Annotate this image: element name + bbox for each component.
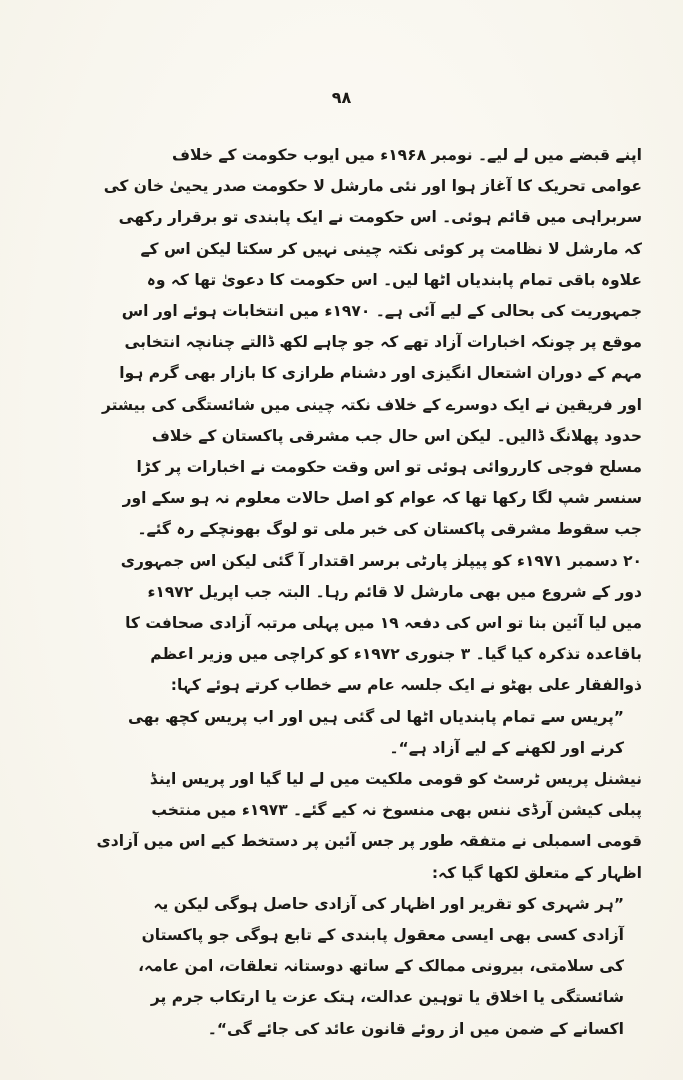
- text-line: جب سقوط مشرقی پاکستان کی خبر ملی تو لوگ بھونچکے رہ گئے۔: [137, 520, 642, 539]
- quote-1: [42, 702, 642, 764]
- text-line: سنسر شپ لگا رکھا تھا کہ عوام کو اصل حالات معلوم نہ ہو سکے اور: [122, 489, 642, 508]
- text-line: موقع پر چونکہ اخبارات آزاد تھے کہ جو چاہے لکھ ڈالتے چنانچہ انتخابی: [124, 333, 642, 352]
- text-line: علاوہ باقی تمام پابندیاں اٹھا لیں۔ اس حکومت کا دعویٰ تھا کہ وہ: [146, 270, 642, 289]
- text-line: دور کے شروع میں بھی مارشل لا قائم رہا۔ البتہ جب اپریل ۱۹۷۲ء: [147, 582, 642, 601]
- quote-line: کی سلامتی، بیرونی ممالک کے ساتھ دوستانہ تعلقات، امن عامہ،: [138, 957, 624, 976]
- quote-line: اکسانے کے ضمن میں از روئے قانون عائد کی جائے گی“۔: [207, 1019, 624, 1038]
- text-line: جمہوریت کی بحالی کے لیے آئی ہے۔ ۱۹۷۰ء میں انتخابات ہوئے اور اس: [121, 301, 642, 320]
- quote-line: ”پریس سے تمام پابندیاں اٹھا لی گئی ہیں اور اب پریس کچھ بھی: [127, 707, 624, 726]
- text-line: اظہار کے متعلق لکھا گیا کہ:: [431, 863, 642, 882]
- text-line: قومی اسمبلی نے متفقہ طور پر جس آئین پر دستخط کیے اس میں آزادی: [96, 832, 642, 851]
- quote-line: کرنے اور لکھنے کے لیے آزاد ہے“۔: [389, 738, 624, 757]
- text-line: ذوالفقار علی بھٹو نے ایک جلسہ عام سے خطاب کرتے ہوئے کہا:: [170, 676, 642, 695]
- text-line: سربراہی میں قائم ہوئی۔ اس حکومت نے ایک پابندی تو برقرار رکھی: [118, 208, 642, 227]
- text-line: عوامی تحریک کا آغاز ہوا اور نئی مارشل لا حکومت صدر یحییٰ خان کی: [103, 177, 642, 196]
- text-line: اور فریقین نے ایک دوسرے کے خلاف نکتہ چینی میں شائستگی کی بیشتر: [101, 395, 642, 414]
- quote-line: آزادی کسی بھی ایسی معقول پابندی کے تابع ہوگی جو پاکستان: [141, 925, 624, 944]
- quote-line: شائستگی یا اخلاق یا توہین عدالت، ہتک عزت یا ارتکاب جرم پر: [150, 988, 624, 1007]
- page-number: ۹۸: [331, 88, 352, 107]
- text-line: میں لیا آئین بنا تو اس کی دفعہ ۱۹ میں پہلی مرتبہ آزادی صحافت کا: [125, 613, 642, 632]
- text-line: اپنے قبضے میں لے لیے۔ نومبر ۱۹۶۸ء میں ایوب حکومت کے خلاف: [172, 146, 642, 164]
- paragraph-3: [42, 764, 642, 889]
- quote-2: [42, 889, 642, 1045]
- text-line: ۲۰ دسمبر ۱۹۷۱ء کو پیپلز پارٹی برسر اقتدار آ گئی لیکن اس جمہوری: [120, 551, 642, 570]
- text-line: پبلی کیشن آرڈی ننس بھی منسوخ نہ کیے گئے۔ ۱۹۷۳ء میں منتخب: [151, 801, 642, 820]
- quote-line: ”ہر شہری کو تقریر اور اظہار کی آزادی حاصل ہوگی لیکن یہ: [153, 894, 624, 913]
- paragraph-2: [42, 546, 642, 702]
- text-line: کہ مارشل لا نظامت پر کوئی نکتہ چینی نہیں کر سکتا لیکن اس کے: [140, 239, 642, 258]
- text-line: حدود پھلانگ ڈالیں۔ لیکن اس حال جب مشرقی پاکستان کے خلاف: [151, 426, 642, 445]
- text-line: باقاعدہ تذکرہ کیا گیا۔ ۳ جنوری ۱۹۷۲ء کو کراچی میں وزیر اعظم: [150, 645, 642, 664]
- text-line: مہم کے دوران اشتعال انگیزی اور دشنام طرازی کا بازار بھی گرم ہوا: [119, 364, 642, 383]
- text-line: نیشنل پریس ٹرسٹ کو قومی ملکیت میں لے لیا گیا اور پریس اینڈ: [149, 770, 642, 788]
- text-line: مسلح فوجی کارروائی ہوئی تو اس وقت حکومت نے اخبارات پر کڑا: [136, 457, 642, 476]
- paragraph-1: [42, 140, 642, 545]
